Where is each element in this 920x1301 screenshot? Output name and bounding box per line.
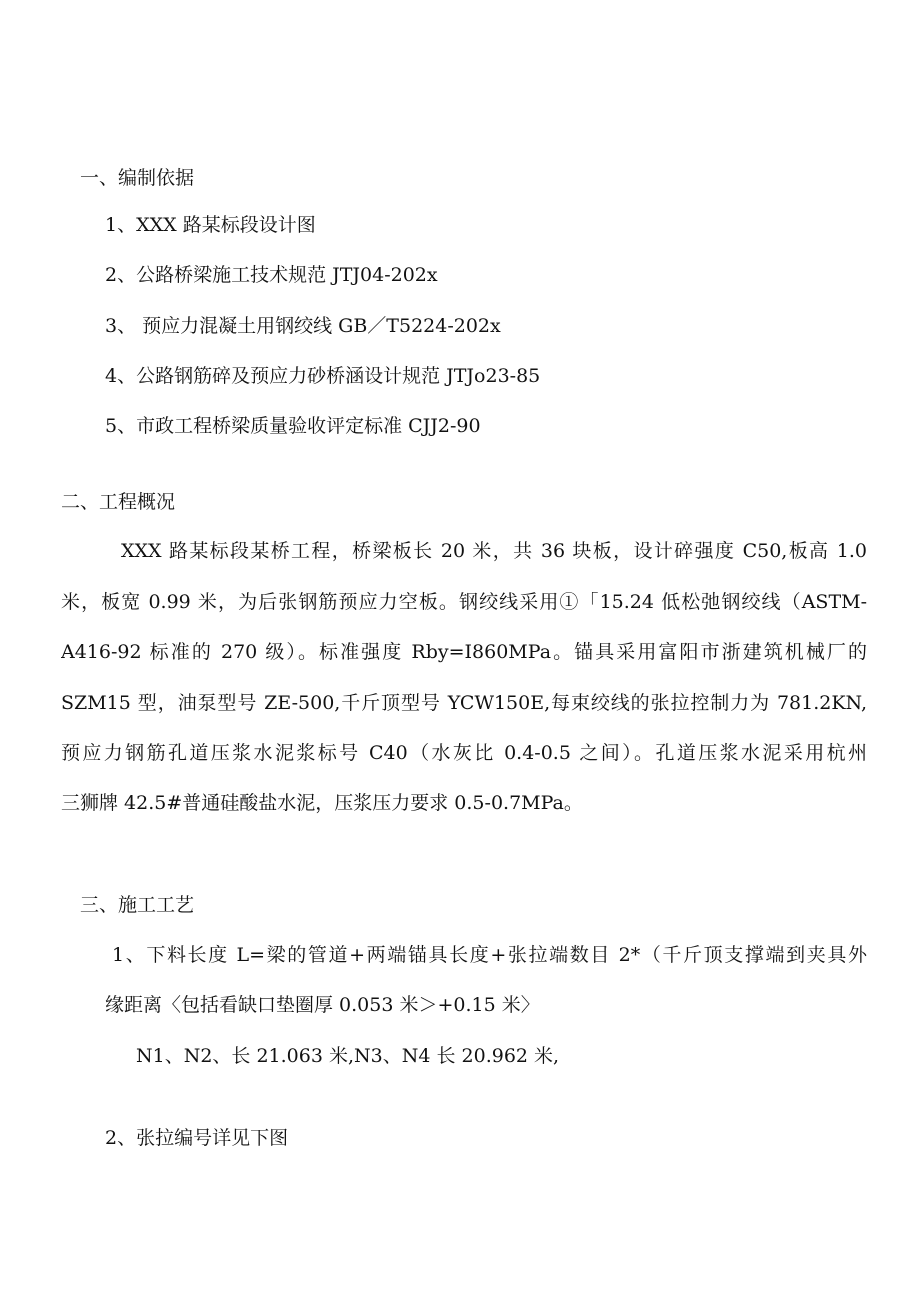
cutting-length-detail: N1、N2、长 21.063 米,N3、N4 长 20.962 米,	[136, 1045, 560, 1067]
overview-line-6: 三狮牌 42.5#普通硅酸盐水泥，压浆压力要求 0.5-0.7MPa。	[61, 792, 583, 814]
overview-line-2: 米，板宽 0.99 米，为后张钢筋预应力空板。钢绞线采用①「15.24 低松弛钢绞线（ASTM-	[61, 591, 867, 613]
overview-line-5: 预应力钢筋孔道压浆水泥浆标号 C40（水灰比 0.4-0.5 之间）。孔道压浆水泥采用杭州	[61, 742, 867, 764]
process-item-2: 2、张拉编号详见下图	[105, 1127, 289, 1149]
basis-item-3: 3、 预应力混凝土用钢绞线 GB／T5224-202x	[105, 315, 501, 337]
basis-item-4: 4、公路钢筋碎及预应力砂桥涵设计规范 JTJo23-85	[105, 365, 541, 387]
section-heading-overview: 二、工程概况	[61, 491, 176, 513]
overview-line-1: XXX 路某标段某桥工程，桥梁板长 20 米，共 36 块板，设计碎强度 C50,板高 1.0	[121, 540, 867, 562]
overview-line-4: SZM15 型，油泵型号 ZE-500,千斤顶型号 YCW150E,每束绞线的张拉控制力为 781.2KN,	[61, 692, 867, 714]
basis-item-2: 2、公路桥梁施工技术规范 JTJ04-202x	[105, 264, 438, 286]
section-heading-basis: 一、编制依据	[80, 167, 195, 189]
process-item-1-line-2: 缘距离〈包括看缺口垫圈厚 0.053 米＞+0.15 米〉	[105, 994, 540, 1016]
process-item-1-line-1: 1、下料长度 L=梁的管道+两端锚具长度+张拉端数目 2*（千斤顶支撑端到夹具外	[112, 944, 867, 966]
overview-line-3: A416-92 标准的 270 级）。标准强度 Rby=I860MPa。锚具采用富阳市浙建筑机械厂的	[61, 641, 867, 663]
basis-item-5: 5、市政工程桥梁质量验收评定标准 CJJ2-90	[105, 415, 481, 437]
section-heading-process: 三、施工工艺	[80, 894, 195, 916]
basis-item-1: 1、XXX 路某标段设计图	[105, 214, 316, 236]
